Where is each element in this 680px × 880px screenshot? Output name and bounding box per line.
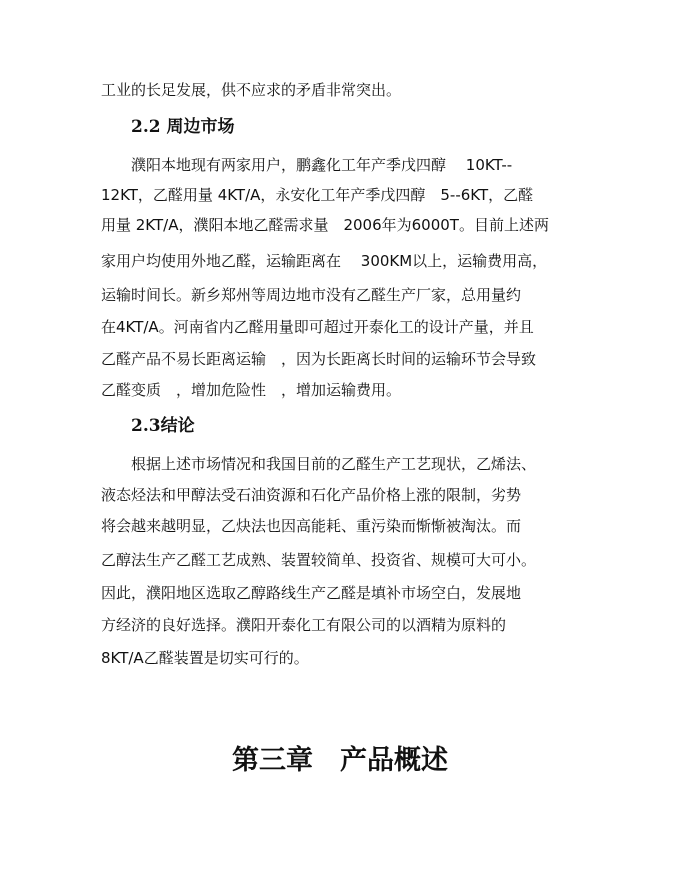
paragraph-line: 用量 2KT/A，濮阳本地乙醛需求量 2006年为6000T。目前上述两: [101, 216, 549, 234]
paragraph-line: 液态烃法和甲醇法受石油资源和石化产品价格上涨的限制，劣势: [101, 486, 522, 504]
paragraph-line: 将会越来越明显，乙炔法也因高能耗、重污染而惭惭被淘汰。而: [101, 517, 522, 535]
paragraph-line: 在4KT/A。河南省内乙醛用量即可超过开泰化工的设计产量，并且: [101, 318, 534, 336]
paragraph-line: 12KT，乙醛用量 4KT/A，永安化工年产季戊四醇 5--6KT，乙醛: [101, 186, 534, 204]
paragraph-line: 濮阳本地现有两家用户，鹏鑫化工年产季戊四醇 10KT--: [131, 156, 513, 174]
paragraph-line: 方经济的良好选择。濮阳开泰化工有限公司的以酒精为原料的: [101, 616, 507, 634]
section-heading-2-2: 2.2 周边市场: [131, 117, 235, 137]
paragraph-line: 家用户均使用外地乙醛，运输距离在 300KM以上，运输费用高，: [101, 252, 548, 270]
continued-paragraph-line: 工业的长足发展，供不应求的矛盾非常突出。: [101, 81, 402, 99]
paragraph-line: 乙醛产品不易长距离运输 ，因为长距离长时间的运输环节会导致: [101, 350, 537, 368]
section-heading-2-3: 2.3结论: [131, 416, 195, 436]
paragraph-line: 根据上述市场情况和我国目前的乙醛生产工艺现状，乙烯法、: [131, 455, 537, 473]
paragraph-line: 乙醛变质 ，增加危险性 ，增加运输费用。: [101, 381, 402, 399]
paragraph-line: 因此，濮阳地区选取乙醇路线生产乙醛是填补市场空白，发展地: [101, 584, 522, 602]
paragraph-line: 8KT/A乙醛装置是切实可行的。: [101, 649, 309, 667]
paragraph-line: 运输时间长。新乡郑州等周边地市没有乙醛生产厂家，总用量约: [101, 286, 522, 304]
paragraph-line: 乙醇法生产乙醛工艺成熟、装置较简单、投资省、规模可大可小。: [101, 551, 537, 569]
chapter-title: 第三章 产品概述: [232, 745, 448, 776]
